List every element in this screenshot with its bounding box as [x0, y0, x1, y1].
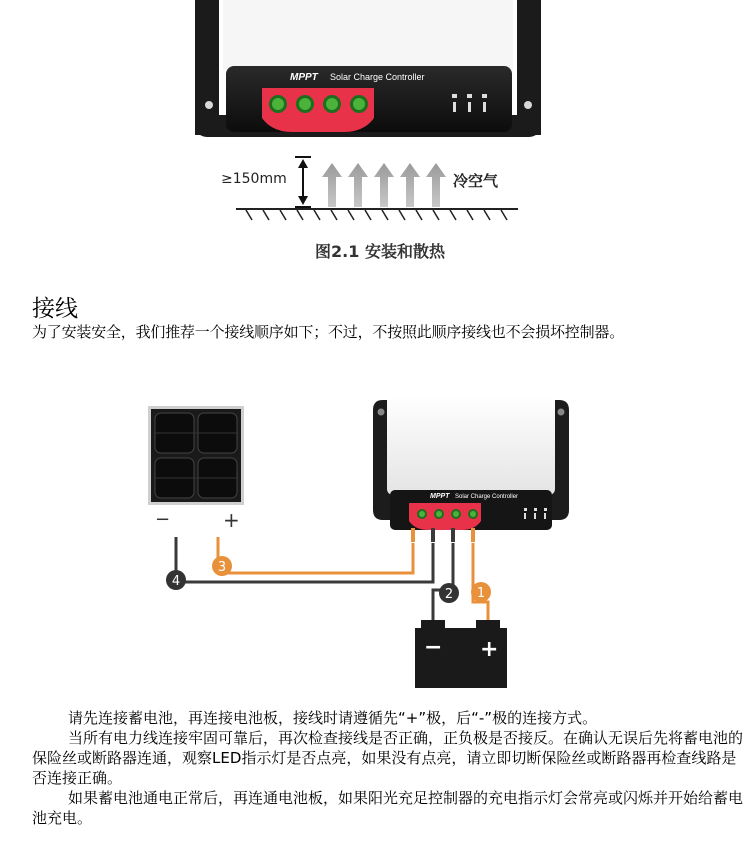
mounting-hole [558, 409, 565, 416]
section-title: 接线 [32, 296, 78, 322]
airflow-label: 冷空气 [453, 172, 499, 190]
figure-caption: 图2.1 安装和散热 [315, 242, 445, 261]
mounting-hole [378, 409, 385, 416]
brand-label: MPPT [290, 72, 318, 83]
panel-negative-label: − [155, 509, 171, 530]
paragraph: 如果蓄电池通电正常后，再连通电池板，如果阳光充足控制器的充电指示灯会常亮或闪烁并开始给蓄电池充电。 [32, 789, 744, 827]
mounting-hole [205, 101, 213, 109]
section-intro: 为了安装安全，我们推荐一个接线顺序如下；不过，不按照此顺序接线也不会损坏控制器。 [32, 323, 625, 341]
brand-label-small: MPPT [430, 493, 450, 500]
wiring-instructions [32, 708, 744, 828]
product-label-small: Solar Charge Controller [455, 494, 519, 500]
ground-line [236, 209, 518, 220]
solar-panel [148, 406, 244, 505]
battery-negative-label: − [424, 635, 443, 660]
paragraph: 请先连接蓄电池，再连接电池板，接线时请遵循先“+”极，后“-”极的连接方式。 [68, 709, 598, 727]
step-number-2: 2 [444, 587, 454, 602]
wire-panel-positive [218, 537, 413, 573]
paragraph: 当所有电力线连接牢固可靠后，再次检查接线是否正确，正负极是否接反。在确认无误后先将蓄电池的保险丝或断路器连通，观察LED指示灯是否点亮，如果没有点亮，请立即切断保险丝或断路器再检查线路是否连接正确。 [32, 729, 744, 787]
airflow-arrows [322, 163, 446, 207]
wiring-diagram [0, 350, 750, 705]
panel-positive-label: + [223, 508, 240, 532]
product-label: Solar Charge Controller [330, 72, 425, 82]
step-number-3: 3 [217, 560, 227, 575]
clearance-label: ≥150mm [221, 171, 287, 187]
wires [176, 537, 488, 622]
wire-battery-negative [433, 543, 453, 622]
step-number-4: 4 [171, 574, 181, 589]
battery-positive-label: + [480, 637, 499, 662]
terminal-studs [411, 528, 475, 542]
step-number-1: 1 [476, 586, 486, 601]
mounting-hole [524, 101, 532, 109]
charge-controller [373, 395, 569, 530]
